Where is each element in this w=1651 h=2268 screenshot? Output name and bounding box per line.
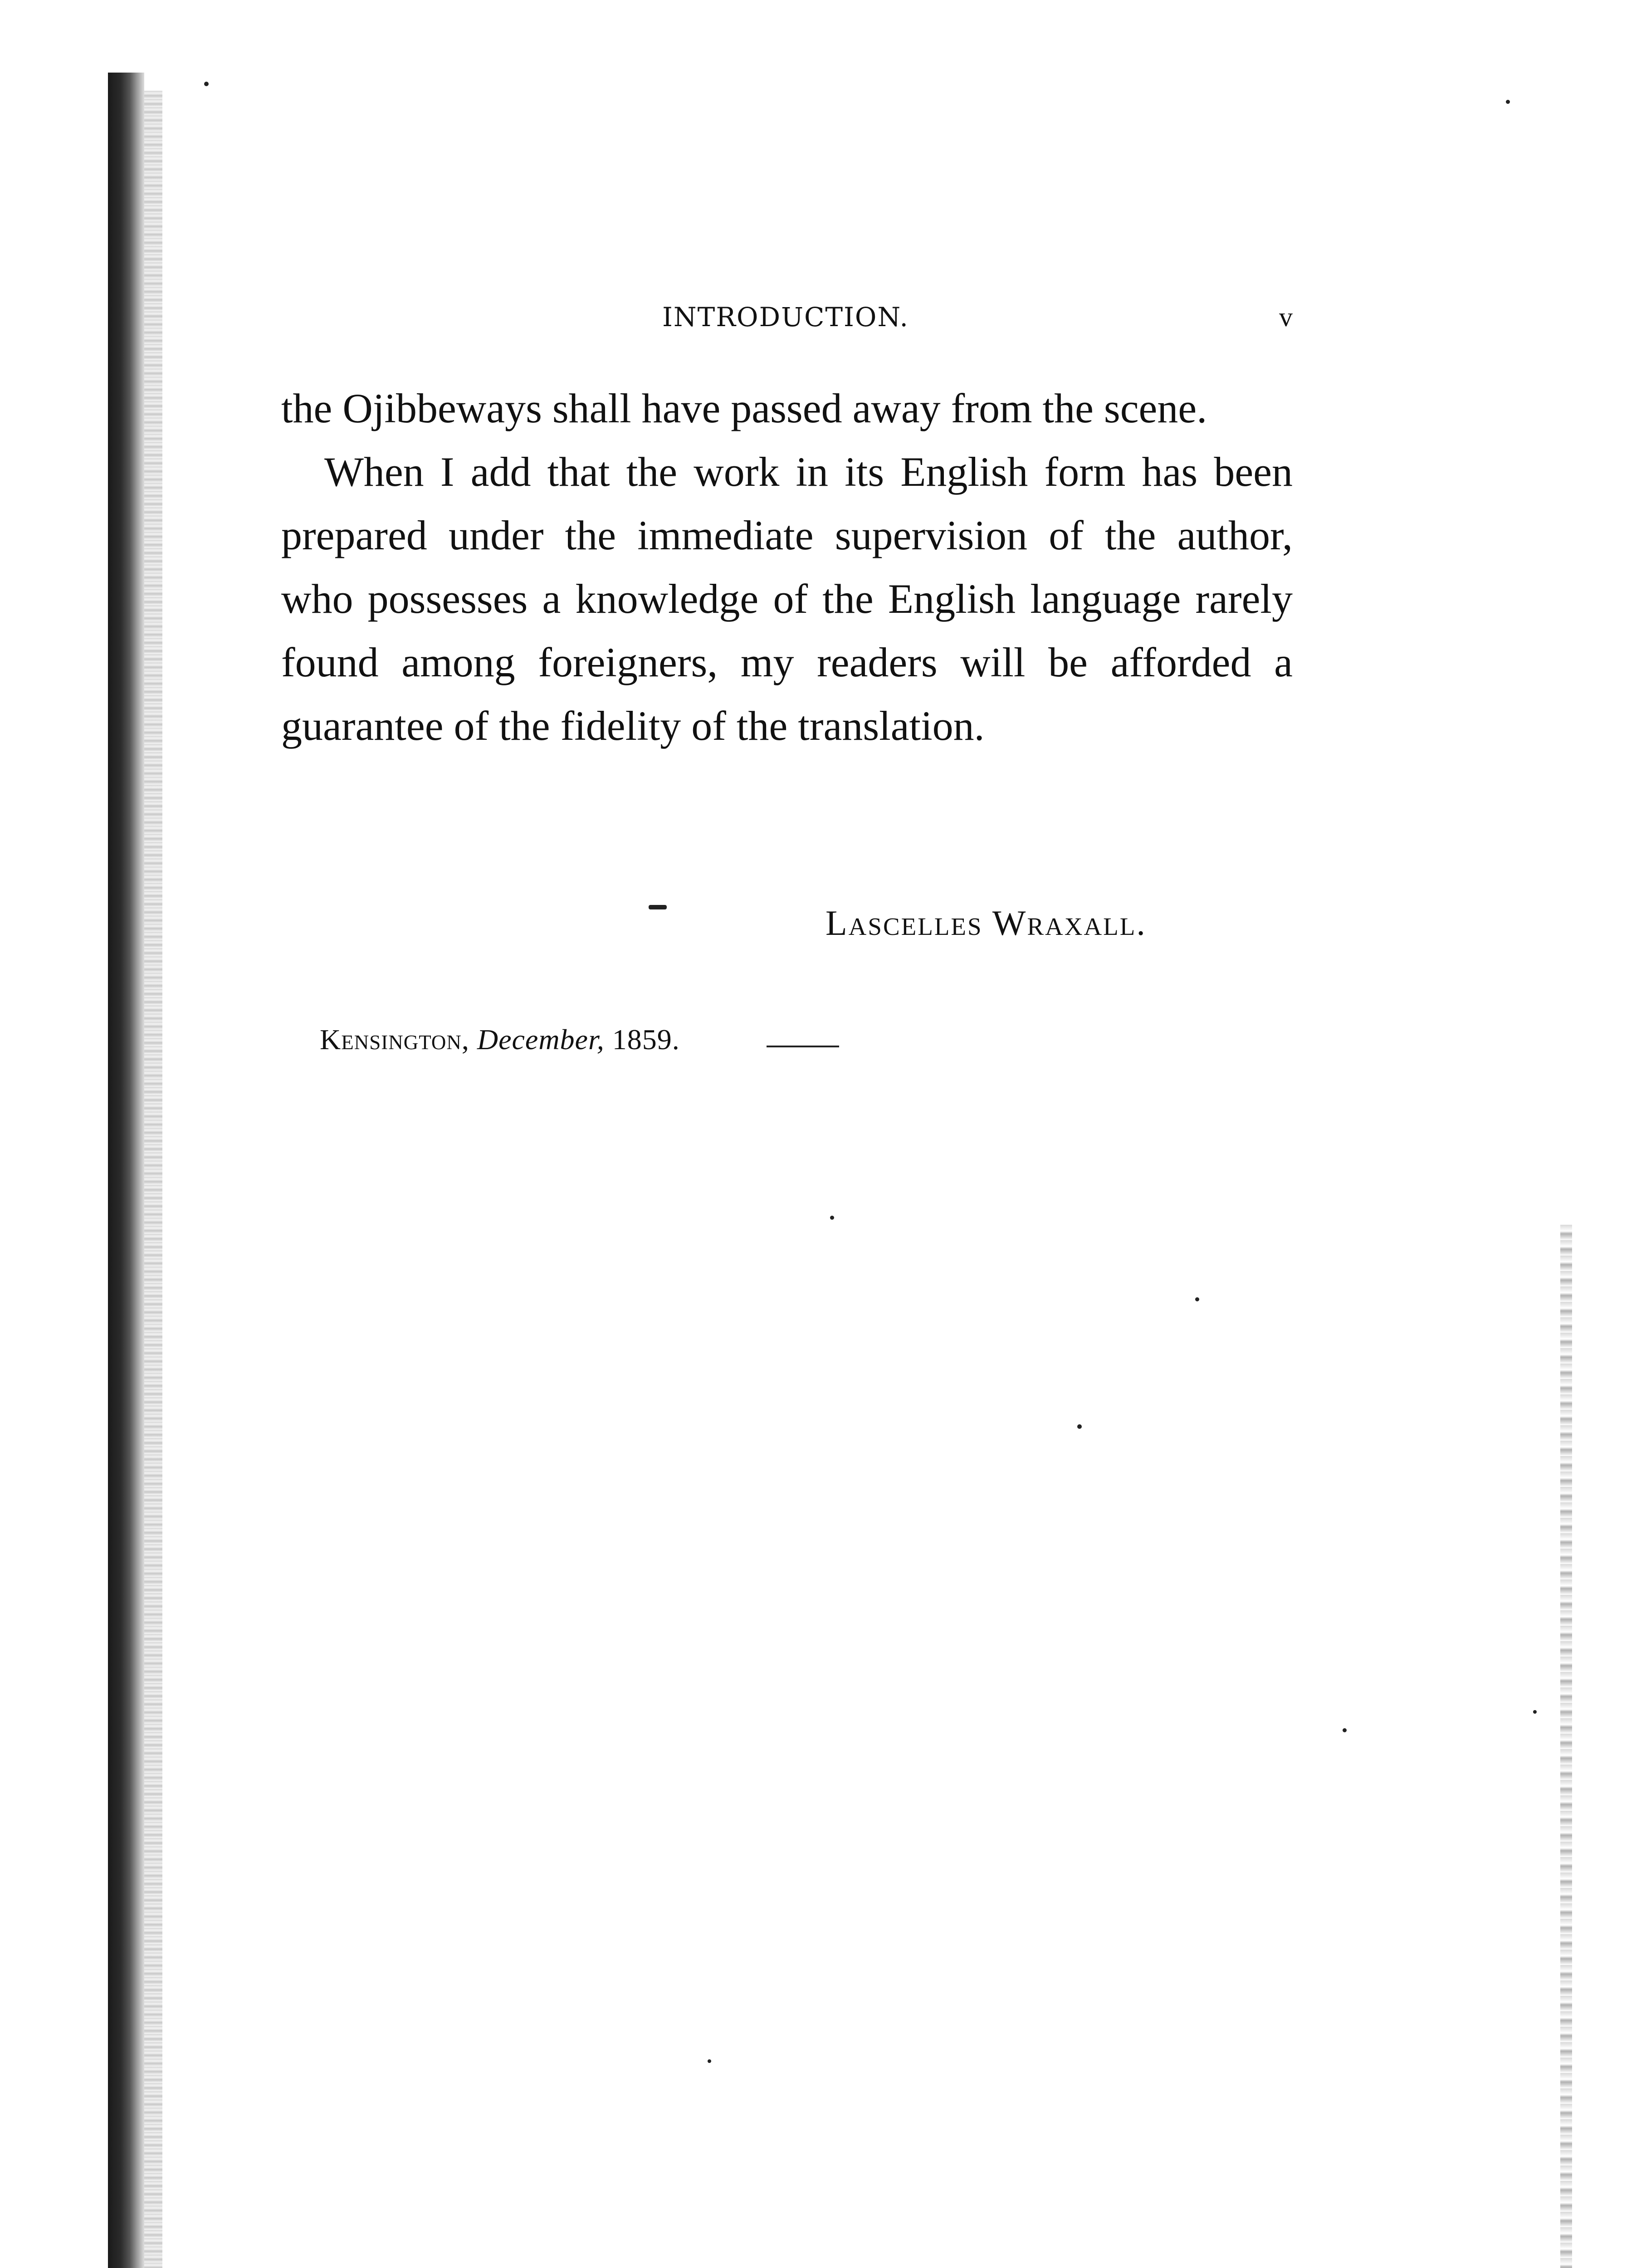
page-right-edge (1560, 1225, 1572, 2268)
dateline (320, 1023, 680, 1056)
running-title: INTRODUCTION. (662, 302, 909, 332)
dash-rule (767, 1046, 839, 1047)
scan-speck (1195, 1297, 1199, 1301)
author-signature: Lascelles Wraxall. (826, 903, 1147, 943)
dateline-year: 1859. (612, 1023, 680, 1056)
page-number: v (1279, 302, 1293, 332)
scan-speck (1077, 1424, 1082, 1429)
page-header (281, 302, 1293, 338)
scan-speck (1533, 1710, 1537, 1714)
dateline-month: December, (477, 1023, 605, 1056)
scan-speck (1343, 1728, 1347, 1732)
page-binding-edge (108, 73, 144, 2268)
paragraph-1: the Ojibbeways shall have passed away from the scene. (281, 385, 1207, 431)
scan-speck (1506, 100, 1510, 104)
body-text (281, 376, 1293, 758)
dateline-place: Kensington, (320, 1023, 469, 1056)
binding-shadow (144, 91, 162, 2268)
scan-speck (830, 1216, 834, 1220)
scan-speck (649, 905, 667, 909)
scan-speck (204, 82, 209, 86)
scan-speck (708, 2059, 711, 2063)
paragraph-2: When I add that the work in its English form has been prepared under the immediate supervision of the author, who possesses a knowledge of the English language rarely found among foreigners, my readers will be afforded a guarantee of the fidelity of the translation. (281, 449, 1293, 749)
